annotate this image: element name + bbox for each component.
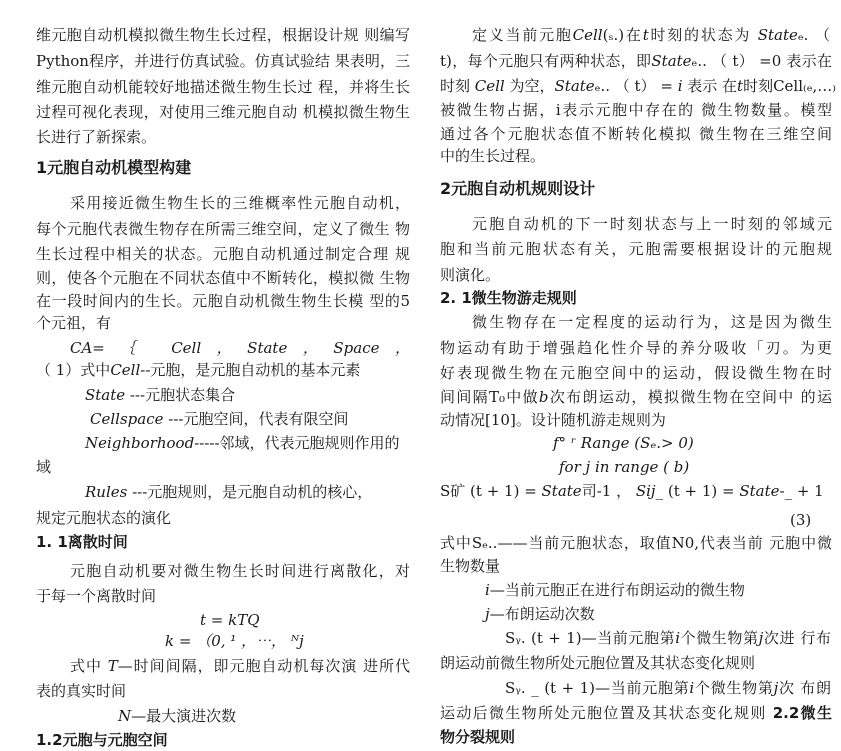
text-segment: —时间间隔，即元胞自动机每次演 进所代	[117, 657, 410, 675]
text-line	[36, 25, 410, 45]
text-segment: —布朗运动次数	[489, 605, 595, 623]
text-segment: 元胞自动机的下一时刻状态与上一时刻的邻域元	[472, 215, 832, 233]
text-segment: 在	[624, 26, 643, 44]
text-line	[36, 102, 410, 122]
text-segment: 在一段时间内的生长。元胞自动机微生物生长模 型的5	[36, 292, 410, 310]
math-text: i	[677, 77, 683, 95]
text-line	[118, 706, 236, 726]
math-text: Sij_	[635, 482, 664, 500]
text-segment: (t + 1) =	[663, 482, 740, 500]
text-segment: 长进行了新探索。	[36, 128, 157, 146]
text-segment: 生长过程中相关的状态。元胞自动机通过制定合理 规	[36, 245, 410, 263]
text-segment: 表示 在	[682, 77, 738, 95]
math-text: Cell	[110, 361, 141, 379]
text-line	[472, 214, 832, 234]
text-segment: 每个元胞代表微生物存在所需三维空间，定义了微生 物	[36, 220, 410, 238]
math-text: i	[675, 629, 681, 647]
text-segment: 为空，	[504, 77, 555, 95]
math-text: i	[485, 581, 490, 599]
text-line	[440, 363, 832, 383]
left-column	[0, 0, 420, 751]
text-segment: t)，每个元胞只有两种状态，即	[440, 52, 652, 70]
text-segment: 朗运动前微生物所处元胞位置及其状态变化规则	[440, 654, 756, 672]
math-text: b	[538, 388, 549, 406]
text-line	[440, 124, 832, 144]
text-segment: 个微生物第	[694, 679, 774, 697]
text-segment: 好表现微生物在元胞空间中的运动，假设微生物在时	[440, 364, 832, 382]
text-segment: 间间隔T₀中做	[440, 388, 539, 406]
text-segment: Sᵧ. _ (t + 1)—当前元胞第	[505, 679, 690, 697]
text-line	[36, 586, 156, 606]
math-text: CA=｛ Cell，State，Space，	[70, 339, 410, 357]
text-line	[472, 312, 832, 332]
text-line	[440, 338, 832, 358]
text-segment: 1. 1离散时间	[36, 533, 128, 551]
text-segment: -----邻域，代表元胞规则作用的	[194, 434, 400, 452]
math-text: State	[554, 77, 595, 95]
text-line	[36, 219, 410, 239]
text-segment: 通过各个元胞状态值不断转化模拟 微生物在三维空间	[440, 125, 832, 143]
section-heading	[36, 158, 191, 178]
text-line	[36, 313, 111, 333]
text-line	[36, 51, 410, 71]
text-segment: 则，使各个元胞在不同状态值中不断转化，模拟微 生物	[36, 269, 410, 287]
text-segment: 。设计随机游走规则为	[515, 411, 666, 429]
text-segment: 微生物存在一定程度的运动行为，这是因为微生	[472, 313, 832, 331]
text-line	[85, 433, 400, 453]
math-text: State	[651, 52, 692, 70]
text-line	[440, 239, 832, 259]
text-segment: （ 1）式中	[36, 361, 111, 379]
section-heading	[440, 727, 515, 747]
text-segment: 运动后微生物所处元胞位置及其状态变化规则	[440, 704, 773, 722]
right-column	[420, 0, 841, 751]
text-line	[790, 510, 811, 530]
text-segment: 时刻的状态为	[648, 26, 758, 44]
text-segment: 个微生物第	[680, 629, 759, 647]
text-segment: 1.2元胞与元胞空间	[36, 731, 168, 749]
text-line	[485, 580, 745, 600]
text-line	[70, 193, 410, 213]
text-line	[36, 508, 171, 528]
math-text: t	[737, 77, 744, 95]
text-segment: ---元胞规则，是元胞自动机的核心，	[127, 483, 373, 501]
text-segment: (ₛ.)	[602, 26, 625, 44]
text-line	[200, 610, 260, 630]
text-line	[70, 561, 410, 581]
text-segment: ₑ.. （ t） =	[594, 77, 678, 95]
text-segment: 2元胞自动机规则设计	[440, 179, 596, 198]
math-text: k = （0, ¹ ，⋯， ᴺj	[165, 632, 304, 650]
section-heading	[36, 532, 128, 552]
text-line	[36, 77, 410, 97]
text-segment: 表的真实时间	[36, 682, 127, 700]
text-segment: 生物数量	[440, 557, 501, 575]
math-text: t = kT	[200, 611, 248, 629]
text-segment: (3)	[790, 511, 812, 529]
math-text: N	[118, 707, 132, 725]
text-line	[36, 268, 410, 288]
math-text: j	[758, 629, 764, 647]
text-segment: 则演化。	[440, 266, 501, 284]
text-line	[559, 457, 689, 477]
text-line	[36, 457, 51, 477]
text-segment: 司-1 ，	[581, 482, 636, 500]
math-text: State	[757, 26, 798, 44]
text-line	[440, 146, 545, 166]
text-segment: 次进 行布	[763, 629, 831, 647]
text-segment: Sᵧ. (t + 1)—当前元胞第	[505, 629, 676, 647]
math-text: t	[642, 26, 649, 44]
math-text: Q	[247, 611, 260, 629]
text-line	[440, 703, 832, 723]
text-segment: ₑ. （	[797, 26, 830, 44]
text-line	[70, 338, 410, 358]
text-segment: [10]	[485, 411, 516, 429]
math-text: j	[485, 605, 490, 623]
text-line	[440, 387, 832, 407]
section-heading	[440, 179, 595, 199]
text-line	[440, 410, 666, 430]
text-line	[36, 360, 360, 380]
text-segment: —最大演进次数	[131, 707, 237, 725]
text-segment: S矿 (t + 1) =	[440, 482, 542, 500]
text-line	[90, 409, 348, 429]
text-line	[36, 681, 126, 701]
text-segment: ₑ.. （ t） =0 表示在	[691, 52, 832, 70]
text-segment: ---元胞空间，代表有限空间	[163, 410, 349, 428]
text-line	[472, 25, 830, 45]
text-segment: 胞和当前元胞状态有关，元胞需要根据设计的元胞规	[440, 240, 832, 258]
text-segment: 物运动有助于增强趋化性介导的养分吸收「刃。为更	[440, 339, 832, 357]
text-line	[165, 631, 304, 651]
text-segment: 维元胞自动机能较好地描述微生物生长过 程，并将生长	[36, 78, 410, 96]
math-text: i	[689, 679, 695, 697]
math-text: State	[739, 482, 780, 500]
text-line	[505, 628, 831, 648]
text-segment: Python程序，并进行仿真试验。仿真试验结 果表明，三	[36, 52, 410, 70]
math-text: State	[541, 482, 582, 500]
text-line	[485, 604, 595, 624]
math-text: Neighborhood	[85, 434, 195, 452]
text-line	[440, 51, 832, 71]
text-segment: 动情况	[440, 411, 486, 429]
math-text: f° ʳ Range (Sₑ.> 0)	[553, 434, 694, 452]
text-line	[36, 127, 156, 147]
section-heading	[440, 288, 577, 308]
text-segment: —当前元胞正在进行布朗运动的微生物	[489, 581, 745, 599]
text-segment: 元胞自动机要对微生物生长时间进行离散化，对	[70, 562, 410, 580]
text-segment: 2. 1微生物游走规则	[440, 289, 577, 307]
math-text: State	[85, 386, 126, 404]
math-text: T	[107, 657, 118, 675]
text-segment: 过程可视化表现，对使用三维元胞自动 机模拟微生物生	[36, 103, 410, 121]
math-text: j	[773, 679, 779, 697]
text-segment: 采用接近微生物生长的三维概率性元胞自动机，	[70, 194, 410, 212]
text-segment: 式中Sₑ..——当前元胞状态，取值N0,代表当前 元胞中微	[440, 534, 832, 552]
text-segment: 次 布朗	[778, 679, 831, 697]
math-text: Cell	[474, 77, 505, 95]
text-line	[70, 656, 410, 676]
text-line	[553, 433, 694, 453]
text-segment: 2.2微生	[772, 704, 832, 722]
text-segment: --元胞，是元胞自动机的基本元素	[140, 361, 361, 379]
text-segment: 次布朗运动，模拟微生物在空间中 的运	[548, 388, 832, 406]
text-segment: 时刻	[440, 77, 475, 95]
text-segment: 于每一个离散时间	[36, 587, 157, 605]
text-segment: ---元胞状态集合	[125, 386, 236, 404]
text-segment: 式中	[70, 657, 108, 675]
text-segment: 域	[36, 458, 52, 476]
math-text: Cellspace	[90, 410, 164, 428]
text-line	[440, 76, 836, 96]
text-segment: 维元胞自动机模拟微生物生长过程，根据设计规 则编写	[36, 26, 410, 44]
text-segment: 中的生长过程。	[440, 147, 546, 165]
text-segment: 个元祖，有	[36, 314, 112, 332]
text-line	[440, 653, 755, 673]
text-line	[440, 100, 832, 120]
text-line	[85, 482, 372, 502]
text-line	[440, 533, 832, 553]
text-segment: 1元胞自动机模型构建	[36, 158, 192, 177]
text-line	[505, 678, 831, 698]
math-text: for j in range ( b)	[559, 458, 690, 476]
text-segment: 物分裂规则	[440, 728, 516, 746]
text-line	[36, 291, 410, 311]
text-segment: 定义当前元胞	[472, 26, 573, 44]
text-line	[440, 556, 500, 576]
section-heading	[36, 730, 168, 750]
text-segment: 被微生物占据，i表示元胞中存在的 微生物数量。模型	[440, 101, 832, 119]
text-line	[440, 265, 500, 285]
text-line	[36, 244, 410, 264]
text-line	[440, 481, 824, 501]
math-text: Rules	[85, 483, 128, 501]
text-segment: 时刻Cell₍ₑ,…₎	[743, 77, 836, 95]
math-text: Cell	[572, 26, 603, 44]
text-segment: 规定元胞状态的演化	[36, 509, 172, 527]
text-segment: -_ + 1	[779, 482, 824, 500]
text-line	[85, 385, 235, 405]
